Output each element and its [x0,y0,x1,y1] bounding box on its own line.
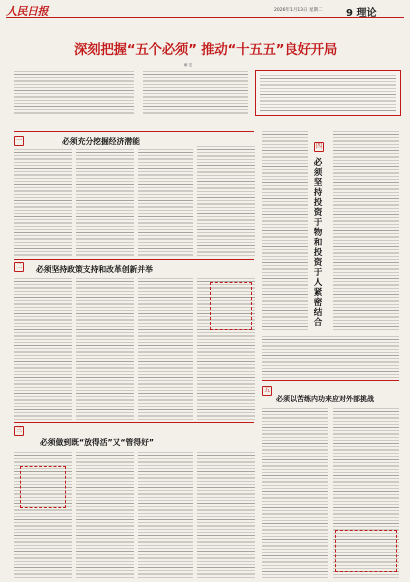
issue-date: 2026年1月13日 星期二 [274,8,323,13]
section-text [333,131,399,331]
section-badge-icon: 三 [15,427,22,434]
section-divider [262,380,399,381]
section-text [138,452,193,578]
editor-note-box [255,70,401,116]
section-text [262,408,328,578]
section-text [14,278,72,420]
section-text [138,278,193,420]
section-text [262,336,399,378]
section-heading-vertical: 必须坚持投资于物和投资于人紧密结合 [313,158,323,328]
masthead [6,3,404,18]
section-text [262,131,308,331]
article-author: 解 龙 [184,63,193,67]
section-badge-icon: 四 [315,143,322,150]
intro-text-left [14,71,134,115]
section-text [197,146,255,258]
section-badge-icon: 一 [15,137,22,144]
pull-quote [335,530,397,572]
section-badge-icon: 二 [15,263,22,270]
intro-text-right [143,71,248,115]
section-text [197,452,255,578]
section-divider [14,422,254,423]
section-divider [14,131,254,132]
article-title: 深刻把握“五个必须” 推动“十五五”良好开局 [73,42,338,58]
pull-quote [20,466,66,508]
section-text [138,149,193,258]
section-heading: 必须坚持政策支持和改革创新并举 [36,265,153,274]
editor-note-text [260,75,396,111]
section-text [76,278,134,420]
section-text [14,149,72,258]
section-text [76,452,134,578]
section-text [76,149,134,258]
section-heading: 必须以苦练内功来应对外部挑战 [276,395,374,403]
section-divider [14,259,254,260]
section-heading: 必须充分挖掘经济潜能 [62,137,140,146]
newspaper-logo: 人民日报 [6,5,48,18]
section-heading: 必须做到既“放得活”又“管得好” [40,438,155,447]
section-badge-icon: 五 [263,387,270,394]
pull-quote [210,282,252,330]
page-number: 9 理论 [346,8,377,19]
